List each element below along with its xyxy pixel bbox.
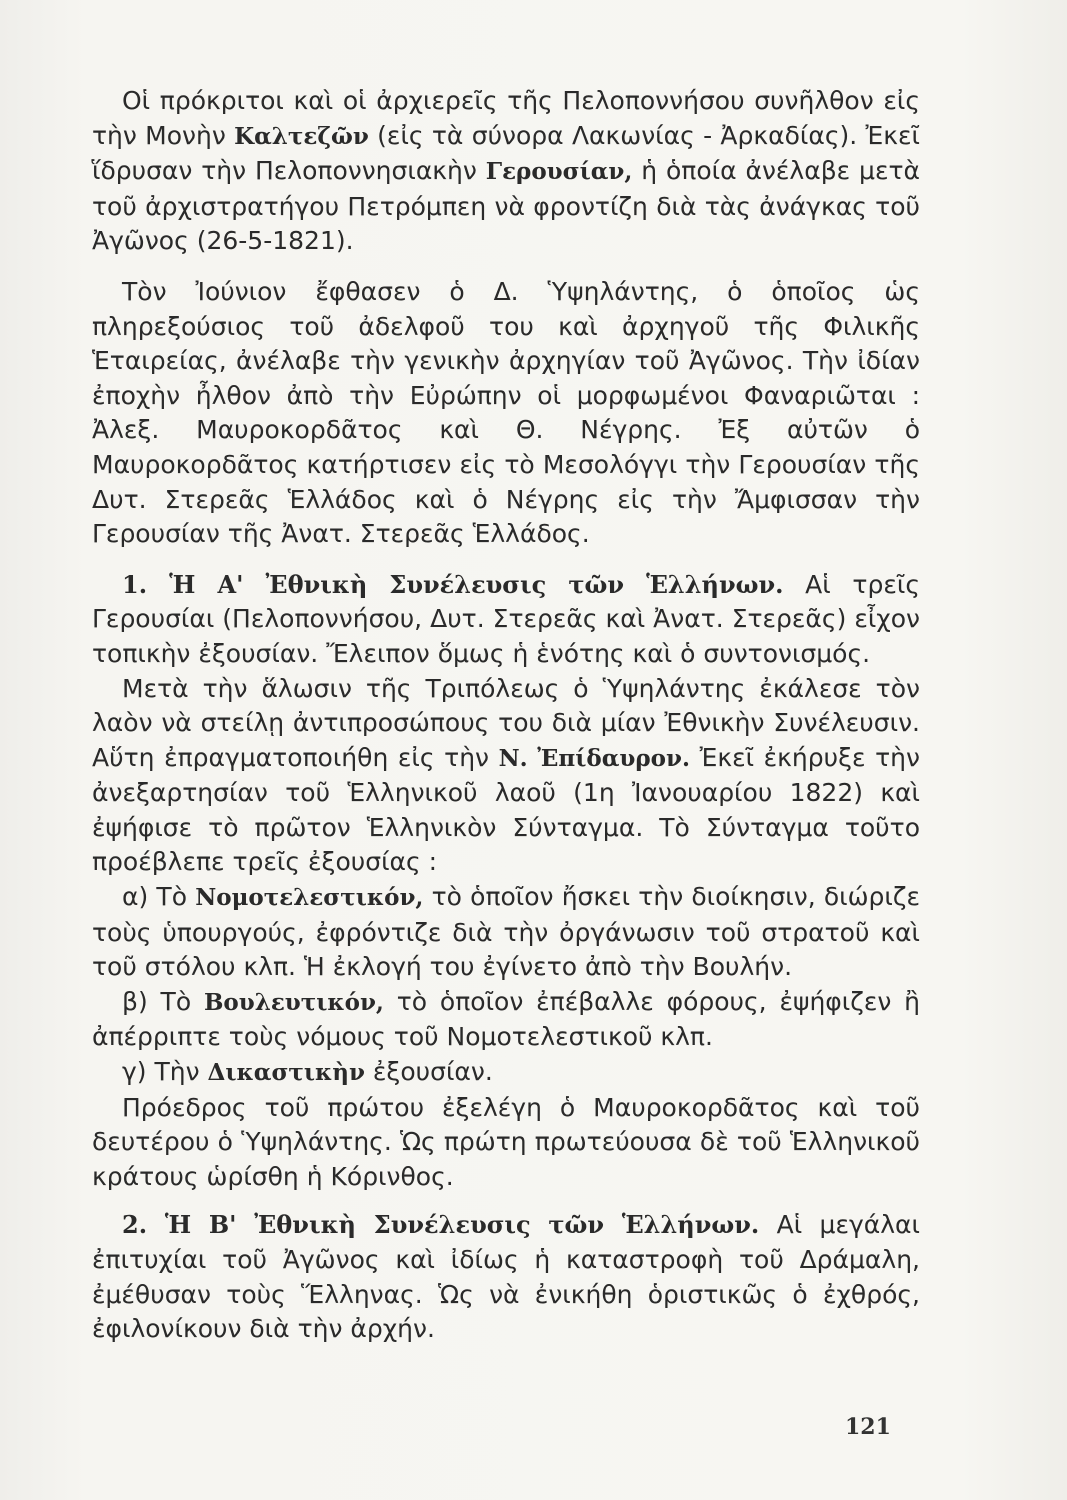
section-1-heading: 1. Ἡ Α' Ἐθνικὴ Συνέλευσις τῶν Ἑλλήνων. — [122, 569, 784, 599]
paragraph-presidents: Πρόεδρος τοῦ πρώτου ἐξελέγη ὁ Μαυροκορδᾶτος καὶ τοῦ δευτέρου ὁ Ὑψηλάντης. Ὡς πρώτη πρωτεύουσα δὲ τοῦ Ἑλληνικοῦ κράτους ὡρίσθη ἡ Κόρινθος. — [92, 1092, 920, 1191]
list-item-beta — [92, 985, 920, 1055]
text-run: α) Τὸ — [122, 882, 196, 912]
section-2-paragraph — [92, 1208, 920, 1346]
text-run: Οἱ πρόκριτοι καὶ οἱ ἀρχιερεῖς τῆς Πελοποννήσου συνῆλθον εἰς τὴν Μονὴν — [92, 86, 920, 150]
bold-term-epidaurus: Ν. Ἐπίδαυρον. — [498, 744, 690, 772]
list-item-alpha — [92, 880, 920, 985]
spacer — [92, 259, 920, 275]
text-run: τὸ ὁποῖον ἐπέβαλλε φόρους, ἐψήφιζεν ἢ ἀπέρριπτε τοὺς νόμους τοῦ Νομοτελεστικοῦ κλπ. — [92, 986, 921, 1052]
text-run: (εἰς τὰ σύνορα Λακωνίας - Ἀρκαδίας). Ἐκεῖ ἵδρυσαν τὴν Πελοποννησιακὴν — [92, 120, 920, 186]
text-run: β) Τὸ — [122, 986, 204, 1016]
spacer — [92, 1194, 920, 1208]
body-text — [92, 84, 920, 1347]
section-2-heading: 2. Ἡ Β' Ἐθνικὴ Συνέλευσις τῶν Ἑλλήνων. — [122, 1210, 760, 1240]
page-number: 121 — [845, 1414, 891, 1440]
text-run: Μετὰ τὴν ἅλωσιν τῆς Τριπόλεως ὁ Ὑψηλάντης ἐκάλεσε τὸν λαὸν νὰ στείλῃ ἀντιπροσώπους του διὰ μίαν Ἐθνικὴν Συνέλευσιν. Αὕτη ἐπραγματοποιήθη εἰς τὴν — [92, 673, 920, 772]
paragraph-ypsilantis: Τὸν Ἰούνιον ἔφθασεν ὁ Δ. Ὑψηλάντης, ὁ ὁποῖος ὡς πληρεξούσιος τοῦ ἀδελφοῦ του καὶ ἀρχηγοῦ τῆς Φιλικῆς Ἑταιρείας, ἀνέλαβε τὴν γενικὴν ἀρχηγίαν τοῦ Ἀγῶνος. Τὴν ἰδίαν ἐποχὴν ἦλθον ἀπὸ τὴν Εὐρώπην οἱ μορφωμένοι Φαναριῶται : Ἀλεξ. Μαυροκορδᾶτος καὶ Θ. Νέγρης. Ἐξ αὐτῶν ὁ Μαυροκορδᾶτος κατήρτισεν εἰς τὸ Μεσολόγγι τὴν Γερουσίαν τῆς Δυτ. Στερεᾶς Ἑλλάδος καὶ ὁ Νέγρης εἰς τὴν Ἄμφισσαν τὴν Γερουσίαν τῆς Ἀνατ. Στερεᾶς Ἑλλάδος. — [92, 276, 920, 549]
text-run: ἡ ὁποία ἀνέλαβε μετὰ τοῦ ἀρχιστρατήγου Πετρόμπεη νὰ φροντίζη διὰ τὰς ἀνάγκας τοῦ Ἀγῶνος (26-5-1821). — [92, 156, 920, 256]
spacer — [92, 552, 920, 568]
paragraph-epidaurus — [92, 672, 920, 881]
bold-term-executive: Νομοτελεστικόν, — [195, 884, 424, 912]
text-run: ἐξουσίαν. — [364, 1057, 493, 1087]
bold-term-kaltezon: Καλτεζῶν — [234, 122, 369, 150]
text-run: γ) Τὴν — [122, 1057, 208, 1087]
text-run: τὸ ὁποῖον ἤσκει τὴν διοίκησιν, διώριζε τοὺς ὑπουργούς, ἐφρόντιζε διὰ τὴν ὀργάνωσιν τοῦ στρατοῦ καὶ τοῦ στόλου κλπ. Ἡ ἐκλογή του ἐγίνετο ἀπὸ τὴν Βουλήν. — [92, 882, 920, 982]
bold-term-judicial: Δικαστικὴν — [207, 1059, 365, 1087]
text-run: Ἐκεῖ ἐκήρυξε τὴν ἀνεξαρτησίαν τοῦ Ἑλληνικοῦ λαοῦ (1η Ἰανουαρίου 1822) καὶ ἐψήφισε τὸ πρῶτον Ἑλληνικὸν Σύνταγμα. Τὸ Σύνταγμα τοῦτο προέβλεπε τρεῖς ἐξουσίας : — [92, 742, 920, 877]
text-run: Αἱ μεγάλαι ἐπιτυχίαι τοῦ Ἀγῶνος καὶ ἰδίως ἡ καταστροφὴ τοῦ Δράμαλη, ἐμέθυσαν τοὺς Ἕλληνας. Ὡς νὰ ἐνικήθη ὁριστικῶς ὁ ἐχθρός, ἐφιλονίκουν διὰ τὴν ἀρχήν. — [92, 1210, 920, 1344]
paragraph-peloponnese-senate — [92, 84, 920, 259]
bold-term-gerousian: Γερουσίαν, — [485, 158, 633, 186]
list-item-gamma — [92, 1055, 920, 1091]
text-run: Αἱ τρεῖς Γερουσίαι (Πελοποννήσου, Δυτ. Στερεᾶς καὶ Ἀνατ. Στερεᾶς) εἶχον τοπικὴν ἐξουσίαν. Ἔλειπον ὅμως ἡ ἑνότης καὶ ὁ συντονισμός. — [92, 569, 920, 668]
bold-term-legislative: Βουλευτικόν, — [203, 988, 384, 1016]
section-1-paragraph — [92, 568, 920, 672]
